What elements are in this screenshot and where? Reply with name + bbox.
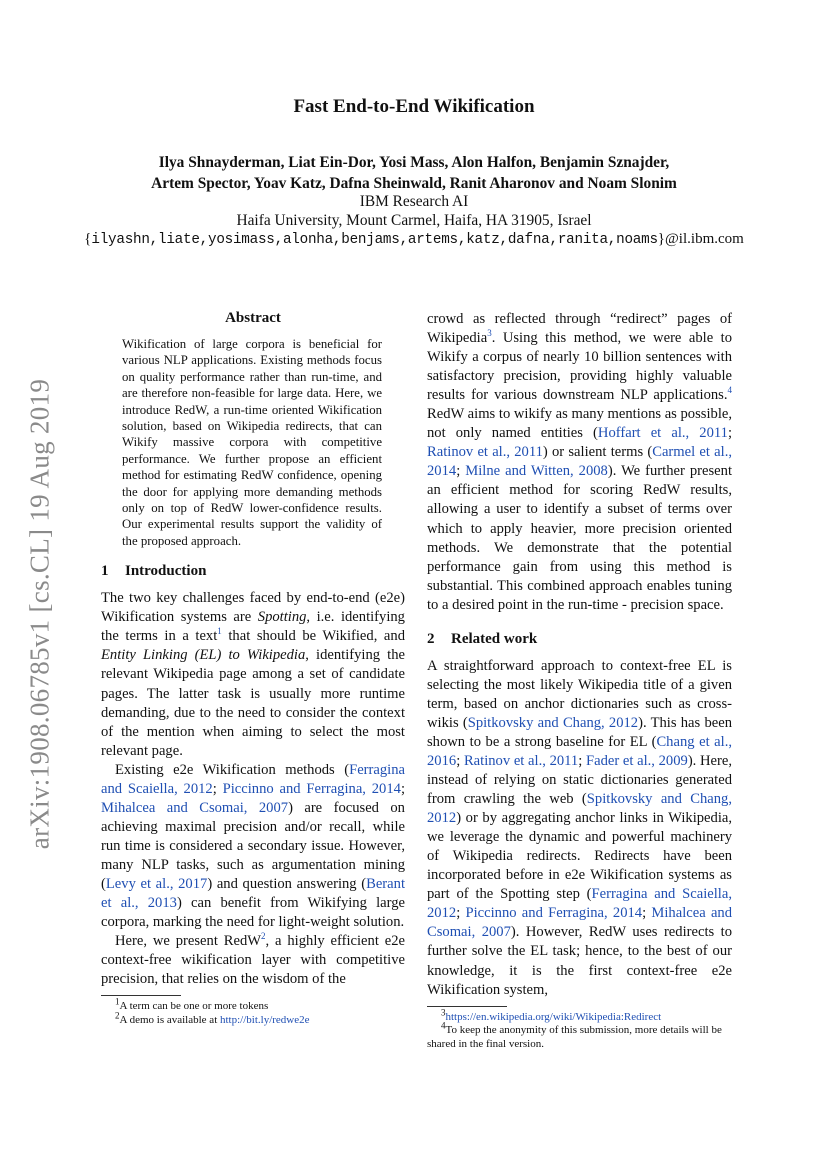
abstract-heading: Abstract — [225, 310, 281, 326]
related-work-paragraph: A straightforward approach to context-free EL is selecting the most likely Wikipedia title of a given term, based on anchor dictionaries such as cross-wikis (Spitkovsky and Chang, 2012). This has been shown to be a strong baseline for EL (Chang et al., 2016; Ratinov et al., 2011; Fader et al., 2009). Here, instead of relying on static dictionaries generated from crawling the web (Spitkovsky and Chang, 2012) or by aggregating anchor links in Wikipedia, we leverage the dynamic and powerful machinery of Wikipedia redirects. Redirects have been incorporated before in e2e Wikification systems as part of the Spotting step (Ferragina and Scaiella, 2012; Piccinno and Ferragina, 2014; Mihalcea and Csomai, 2007). However, RedW uses redirects to further solve the EL task; hence, to the best of our knowledge, it is the first context-free e2e Wikification system, — [427, 657, 733, 998]
arxiv-id: arXiv:1908.06785v1 [cs.CL] 19 Aug 2019 — [24, 378, 55, 850]
intro-paragraph-3: Here, we present RedW$^2$, a highly efficient e2e context-free wikification layer with competitive precision, that relies on the wisdom of the — [101, 931, 405, 988]
citation-link[interactable]: Ferragina and Scaiella, 2012 — [427, 886, 732, 922]
author-emails — [0, 231, 828, 248]
affiliation — [0, 192, 828, 230]
section-title: Related work — [451, 630, 538, 647]
intro-paragraph-1: The two key challenges faced by end-to-end (e2e) Wikification systems are Spotting, i.e. identifying the terms in a text$^1$ that should be Wikified, and Entity Linking (EL) to Wikipedia, identifying the relevant Wikipedia page among a set of candidate pages. The latter task is usually more runtime demanding, due to the need to consider the context of the mention when aiming to select the most relevant page. — [101, 590, 405, 759]
left-column — [101, 310, 405, 1027]
section-number: 2 — [427, 630, 435, 647]
right-column — [427, 310, 732, 1051]
footnote-divider — [427, 1006, 507, 1007]
demo-link[interactable]: http://bit.ly/redwe2e — [220, 1013, 310, 1026]
citation-link[interactable]: Hoffart et al., 2011 — [597, 425, 728, 442]
citation-link[interactable]: Carmel et al., 2014 — [427, 444, 732, 480]
intro-paragraph-2: Existing e2e Wikification methods (Ferragina and Scaiella, 2012; Piccinno and Ferragina, 2014; Mihalcea and Csomai, 2007) are focused on achieving maximal precision and/or recall, while run time is considered a secondary issue. However, many NLP tasks, such as argumentation mining (Levy et al., 2017) and question answering (Berant et al., 2013) can benefit from Wikifying large corpora, marking the need for light-weight solution. — [101, 761, 406, 931]
section-number: 1 — [101, 563, 109, 580]
abstract-text: Wikification of large corpora is beneficial for various NLP applications. Existing methods focus on quality performance rather than run-time, and are therefore non-feasible for large data. Here, we introduce RedW, a run-time oriented Wikification solution, based on Wikipedia redirects, that can Wikify massive corpora with competitive performance. We further propose an efficient method for estimating RedW confidence, opening the door for applying more demanding methods only on top of RedW lower-confidence results. Our experimental results support the validity of the proposed approach. — [122, 337, 382, 548]
citation-link[interactable]: Ratinov et al., 2011 — [463, 752, 579, 769]
term-spotting: Spotting — [257, 609, 307, 626]
citation-link[interactable]: Levy et al., 2017 — [105, 875, 208, 892]
email-domain: }@il.ibm.com — [657, 231, 744, 247]
term-entity-linking: Entity Linking (EL) to Wikipedia — [101, 647, 306, 664]
section-heading-related-work — [427, 631, 732, 648]
citation-link[interactable]: Mihalcea and Csomai, 2007 — [101, 799, 289, 816]
citation-link[interactable]: Chang et al., 2016 — [427, 733, 732, 769]
footnote-1: $^1$A term can be one or more tokens — [115, 996, 269, 1013]
citation-link[interactable]: Piccinno and Ferragina, 2014 — [222, 780, 401, 797]
citation-link[interactable]: Berant et al., 2013 — [101, 875, 405, 912]
affiliation-org: IBM Research AI — [359, 193, 469, 210]
author-list — [0, 152, 828, 194]
citation-link[interactable]: Milne and Witten, 2008 — [465, 463, 608, 480]
section-title: Introduction — [125, 563, 207, 580]
footnote-4: $^4$To keep the anonymity of this submission, more details will be shared in the final version. — [427, 1020, 722, 1050]
citation-link[interactable]: Mihalcea and Csomai, 2007 — [427, 905, 733, 941]
footnote-ref-1[interactable]: 1 — [217, 626, 222, 637]
footnote-ref-2[interactable]: 2 — [261, 931, 266, 942]
footnote-divider — [101, 995, 181, 996]
paper-title: Fast End-to-End Wikification — [293, 96, 535, 117]
footnote-3: $^3$https://en.wikipedia.org/wiki/Wikipedia:Redirect — [441, 1006, 662, 1023]
affiliation-address: Haifa University, Mount Carmel, Haifa, HA 31905, Israel — [236, 212, 592, 229]
footnote-ref-3[interactable]: 3 — [487, 328, 492, 339]
citation-link[interactable]: Spitkovsky and Chang, 2012 — [467, 714, 639, 731]
email-usernames: ilyashn,liate,yosimass,alonha,benjams,artems,katz,dafna,ranita,noams — [91, 232, 658, 248]
author-line-2: Artem Spector, Yoav Katz, Dafna Sheinwald, Ranit Aharonov and Noam Slonim — [151, 175, 677, 192]
citation-link[interactable]: Fader et al., 2009 — [585, 752, 688, 769]
citation-link[interactable]: Spitkovsky and Chang, 2012 — [427, 791, 732, 827]
citation-link[interactable]: Ferragina and Scaiella, 2012 — [101, 761, 405, 797]
section-heading-introduction — [101, 563, 405, 580]
footnote-2: $^2$A demo is available at http://bit.ly/redwe2e — [115, 1010, 310, 1026]
email-brace-open: { — [84, 231, 92, 247]
wikipedia-redirect-link[interactable]: https://en.wikipedia.org/wiki/Wikipedia:Redirect — [445, 1010, 662, 1023]
author-line-1: Ilya Shnayderman, Liat Ein-Dor, Yosi Mass, Alon Halfon, Benjamin Sznajder, — [158, 154, 670, 171]
footnote-ref-4[interactable]: 4 — [727, 385, 732, 396]
intro-paragraph-3-continued: crowd as reflected through “redirect” pages of Wikipedia$^3$. Using this method, we were able to Wikify a corpus of nearly 10 billion sentences with satisfactory precision, providing highly valuable results for various downstream NLP applications.$^4$ RedW aims to wikify as many mentions as possible, not only named entities (Hoffart et al., 2011; Ratinov et al., 2011) or salient terms (Carmel et al., 2014; Milne and Witten, 2008). We further present an efficient method for scoring RedW results, allowing a user to identify a subset of terms over which to apply heavier, more precision oriented methods. We demonstrate that the potential performance gain from using this method is substantial. This combined approach enables tuning to a desired point in the run-time - precision space. — [427, 311, 732, 613]
citation-link[interactable]: Piccinno and Ferragina, 2014 — [465, 905, 643, 922]
citation-link[interactable]: Ratinov et al., 2011 — [427, 444, 543, 461]
